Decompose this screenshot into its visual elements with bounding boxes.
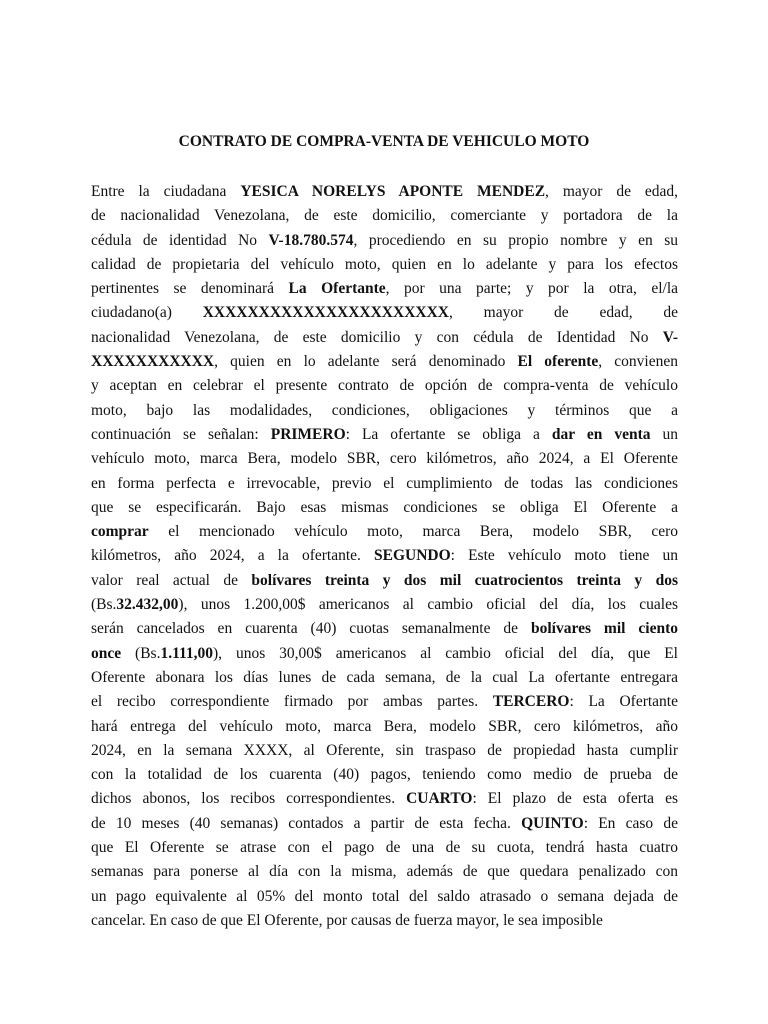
body-text-segment: un <box>650 425 678 443</box>
body-line <box>91 593 678 617</box>
bold-text: 32.432,00 <box>116 596 179 614</box>
bold-text: V- <box>662 328 678 346</box>
body-text-segment: , quien en lo adelante será denominado <box>214 353 518 371</box>
body-line <box>91 496 678 520</box>
body-text-segment: de 10 meses (40 semanas) contados a partir de esta fecha. <box>91 814 522 832</box>
body-text-segment: cancelar. En caso de que El Oferente, por causas de fuerza mayor, le sea imposible <box>91 911 603 929</box>
body-text-segment: ), unos 30,00$ americanos al cambio oficial del día, que El <box>213 644 678 662</box>
body-line <box>91 909 678 933</box>
body-line <box>91 569 678 593</box>
body-line <box>91 739 678 763</box>
bold-text: bolívares treinta y dos mil cuatrocientos treinta y dos <box>251 571 678 589</box>
body-line <box>91 350 678 374</box>
body-text-segment: hará entrega del vehículo moto, marca Bera, modelo SBR, cero kilómetros, año <box>91 717 678 735</box>
body-line <box>91 836 678 860</box>
bold-text: CUARTO <box>406 790 473 808</box>
bold-text: 1.111,00 <box>160 644 214 662</box>
body-line <box>91 715 678 739</box>
bold-text: XXXXXXXXXXXXXXXXXXXXXX <box>202 304 449 322</box>
body-text-segment: que se especificarán. Bajo esas mismas condiciones se obliga El Oferente a <box>91 498 678 516</box>
body-text-segment: pertinentes se denominará <box>91 280 289 298</box>
body-text-segment: continuación se señalan: <box>91 425 271 443</box>
body-text-segment: serán cancelados en cuarenta (40) cuotas semanalmente de <box>91 620 531 638</box>
bold-text: comprar <box>91 523 149 541</box>
body-text-segment: el recibo correspondiente firmado por ambas partes. <box>91 693 493 711</box>
bold-text: SEGUNDO <box>374 547 451 565</box>
body-line <box>91 787 678 811</box>
body-text-segment: semanas para ponerse al día con la misma, además de que quedara penalizado con <box>91 863 678 881</box>
body-line <box>91 763 678 787</box>
body-text-segment: moto, bajo las modalidades, condiciones, obligaciones y términos que a <box>91 401 678 419</box>
body-line <box>91 253 678 277</box>
body-text-segment: Oferente abonara los días lunes de cada semana, de la cual La ofertante entregara <box>91 668 678 686</box>
body-text-segment: un pago equivalente al 05% del monto total del saldo atrasado o semana dejada de <box>91 887 678 905</box>
body-text-segment: cédula de identidad No <box>91 231 269 249</box>
body-line <box>91 812 678 836</box>
body-line <box>91 277 678 301</box>
body-line <box>91 860 678 884</box>
bold-text: XXXXXXXXXXX <box>91 353 215 371</box>
body-text-segment: , mayor de edad, de <box>448 304 678 322</box>
body-text-segment: calidad de propietaria del vehículo moto, quien en lo adelante y para los efectos <box>91 255 678 273</box>
body-text-segment: , mayor de edad, <box>545 183 678 200</box>
body-text-segment: vehículo moto, marca Bera, modelo SBR, cero kilómetros, año 2024, a El Oferente <box>91 450 678 468</box>
body-line <box>91 690 678 714</box>
bold-text: La Ofertante <box>288 280 386 298</box>
document-title: CONTRATO DE COMPRA-VENTA DE VEHICULO MOTO <box>178 133 590 150</box>
body-text-segment: (Bs. <box>121 644 161 662</box>
bold-text: YESICA NORELYS APONTE MENDEZ <box>240 183 546 200</box>
body-line <box>91 642 678 666</box>
body-line <box>91 423 678 447</box>
body-text-segment: valor real actual de <box>91 571 252 589</box>
body-text-segment: en forma perfecta e irrevocable, previo el cumplimiento de todas las condiciones <box>91 474 678 492</box>
body-text-segment: Entre la ciudadana <box>91 183 241 200</box>
body-line <box>91 472 678 496</box>
body-line <box>91 301 678 325</box>
bold-text: QUINTO <box>521 814 584 832</box>
bold-text: once <box>91 644 122 662</box>
body-text-segment: : La Ofertante <box>569 693 678 711</box>
bold-text: bolívares mil ciento <box>531 620 678 638</box>
body-line <box>91 617 678 641</box>
body-text-segment: nacionalidad Venezolana, de este domicilio y con cédula de Identidad No <box>91 328 663 346</box>
bold-text: El oferente <box>517 353 599 371</box>
body-line <box>91 885 678 909</box>
body-text-segment: dichos abonos, los recibos correspondientes. <box>91 790 407 808</box>
body-text-segment: con la totalidad de los cuarenta (40) pagos, teniendo como medio de prueba de <box>91 766 678 784</box>
body-line <box>91 520 678 544</box>
body-line <box>91 204 678 228</box>
bold-text: PRIMERO <box>270 425 346 443</box>
body-line <box>91 229 678 253</box>
contract-body <box>91 180 678 933</box>
body-line <box>91 374 678 398</box>
body-line <box>91 544 678 568</box>
body-text-segment: que El Oferente se atrase con el pago de una de su cuota, tendrá hasta cuatro <box>91 839 678 857</box>
body-text-segment: , por una parte; y por la otra, el/la <box>385 280 679 298</box>
body-text-segment: : El plazo de esta oferta es <box>472 790 678 808</box>
body-text-segment: 2024, en la semana XXXX, al Oferente, sin traspaso de propiedad hasta cumplir <box>91 741 678 759</box>
body-text-segment: (Bs. <box>91 596 117 614</box>
body-text-segment: , procediendo en su propio nombre y en su <box>353 231 678 249</box>
body-line <box>91 399 678 423</box>
body-text-segment: ciudadano(a) <box>91 304 203 322</box>
body-text-segment: kilómetros, año 2024, a la ofertante. <box>91 547 375 565</box>
body-line <box>91 180 678 204</box>
body-text-segment: de nacionalidad Venezolana, de este domicilio, comerciante y portadora de la <box>91 207 678 225</box>
body-line <box>91 666 678 690</box>
body-text-segment: ), unos 1.200,00$ americanos al cambio oficial del día, los cuales <box>178 596 678 614</box>
body-text-segment: : La ofertante se obliga a <box>345 425 552 443</box>
body-text-segment: y aceptan en celebrar el presente contrato de opción de compra-venta de vehículo <box>91 377 678 395</box>
bold-text: dar en venta <box>551 425 651 443</box>
body-text-segment: : Este vehículo moto tiene un <box>450 547 678 565</box>
body-text-segment: el mencionado vehículo moto, marca Bera, modelo SBR, cero <box>148 523 678 541</box>
body-line <box>91 447 678 471</box>
body-line <box>91 326 678 350</box>
bold-text: V-18.780.574 <box>268 231 354 249</box>
body-text-segment: : En caso de <box>583 814 678 832</box>
body-text-segment: , convienen <box>598 353 678 371</box>
bold-text: TERCERO <box>492 693 570 711</box>
